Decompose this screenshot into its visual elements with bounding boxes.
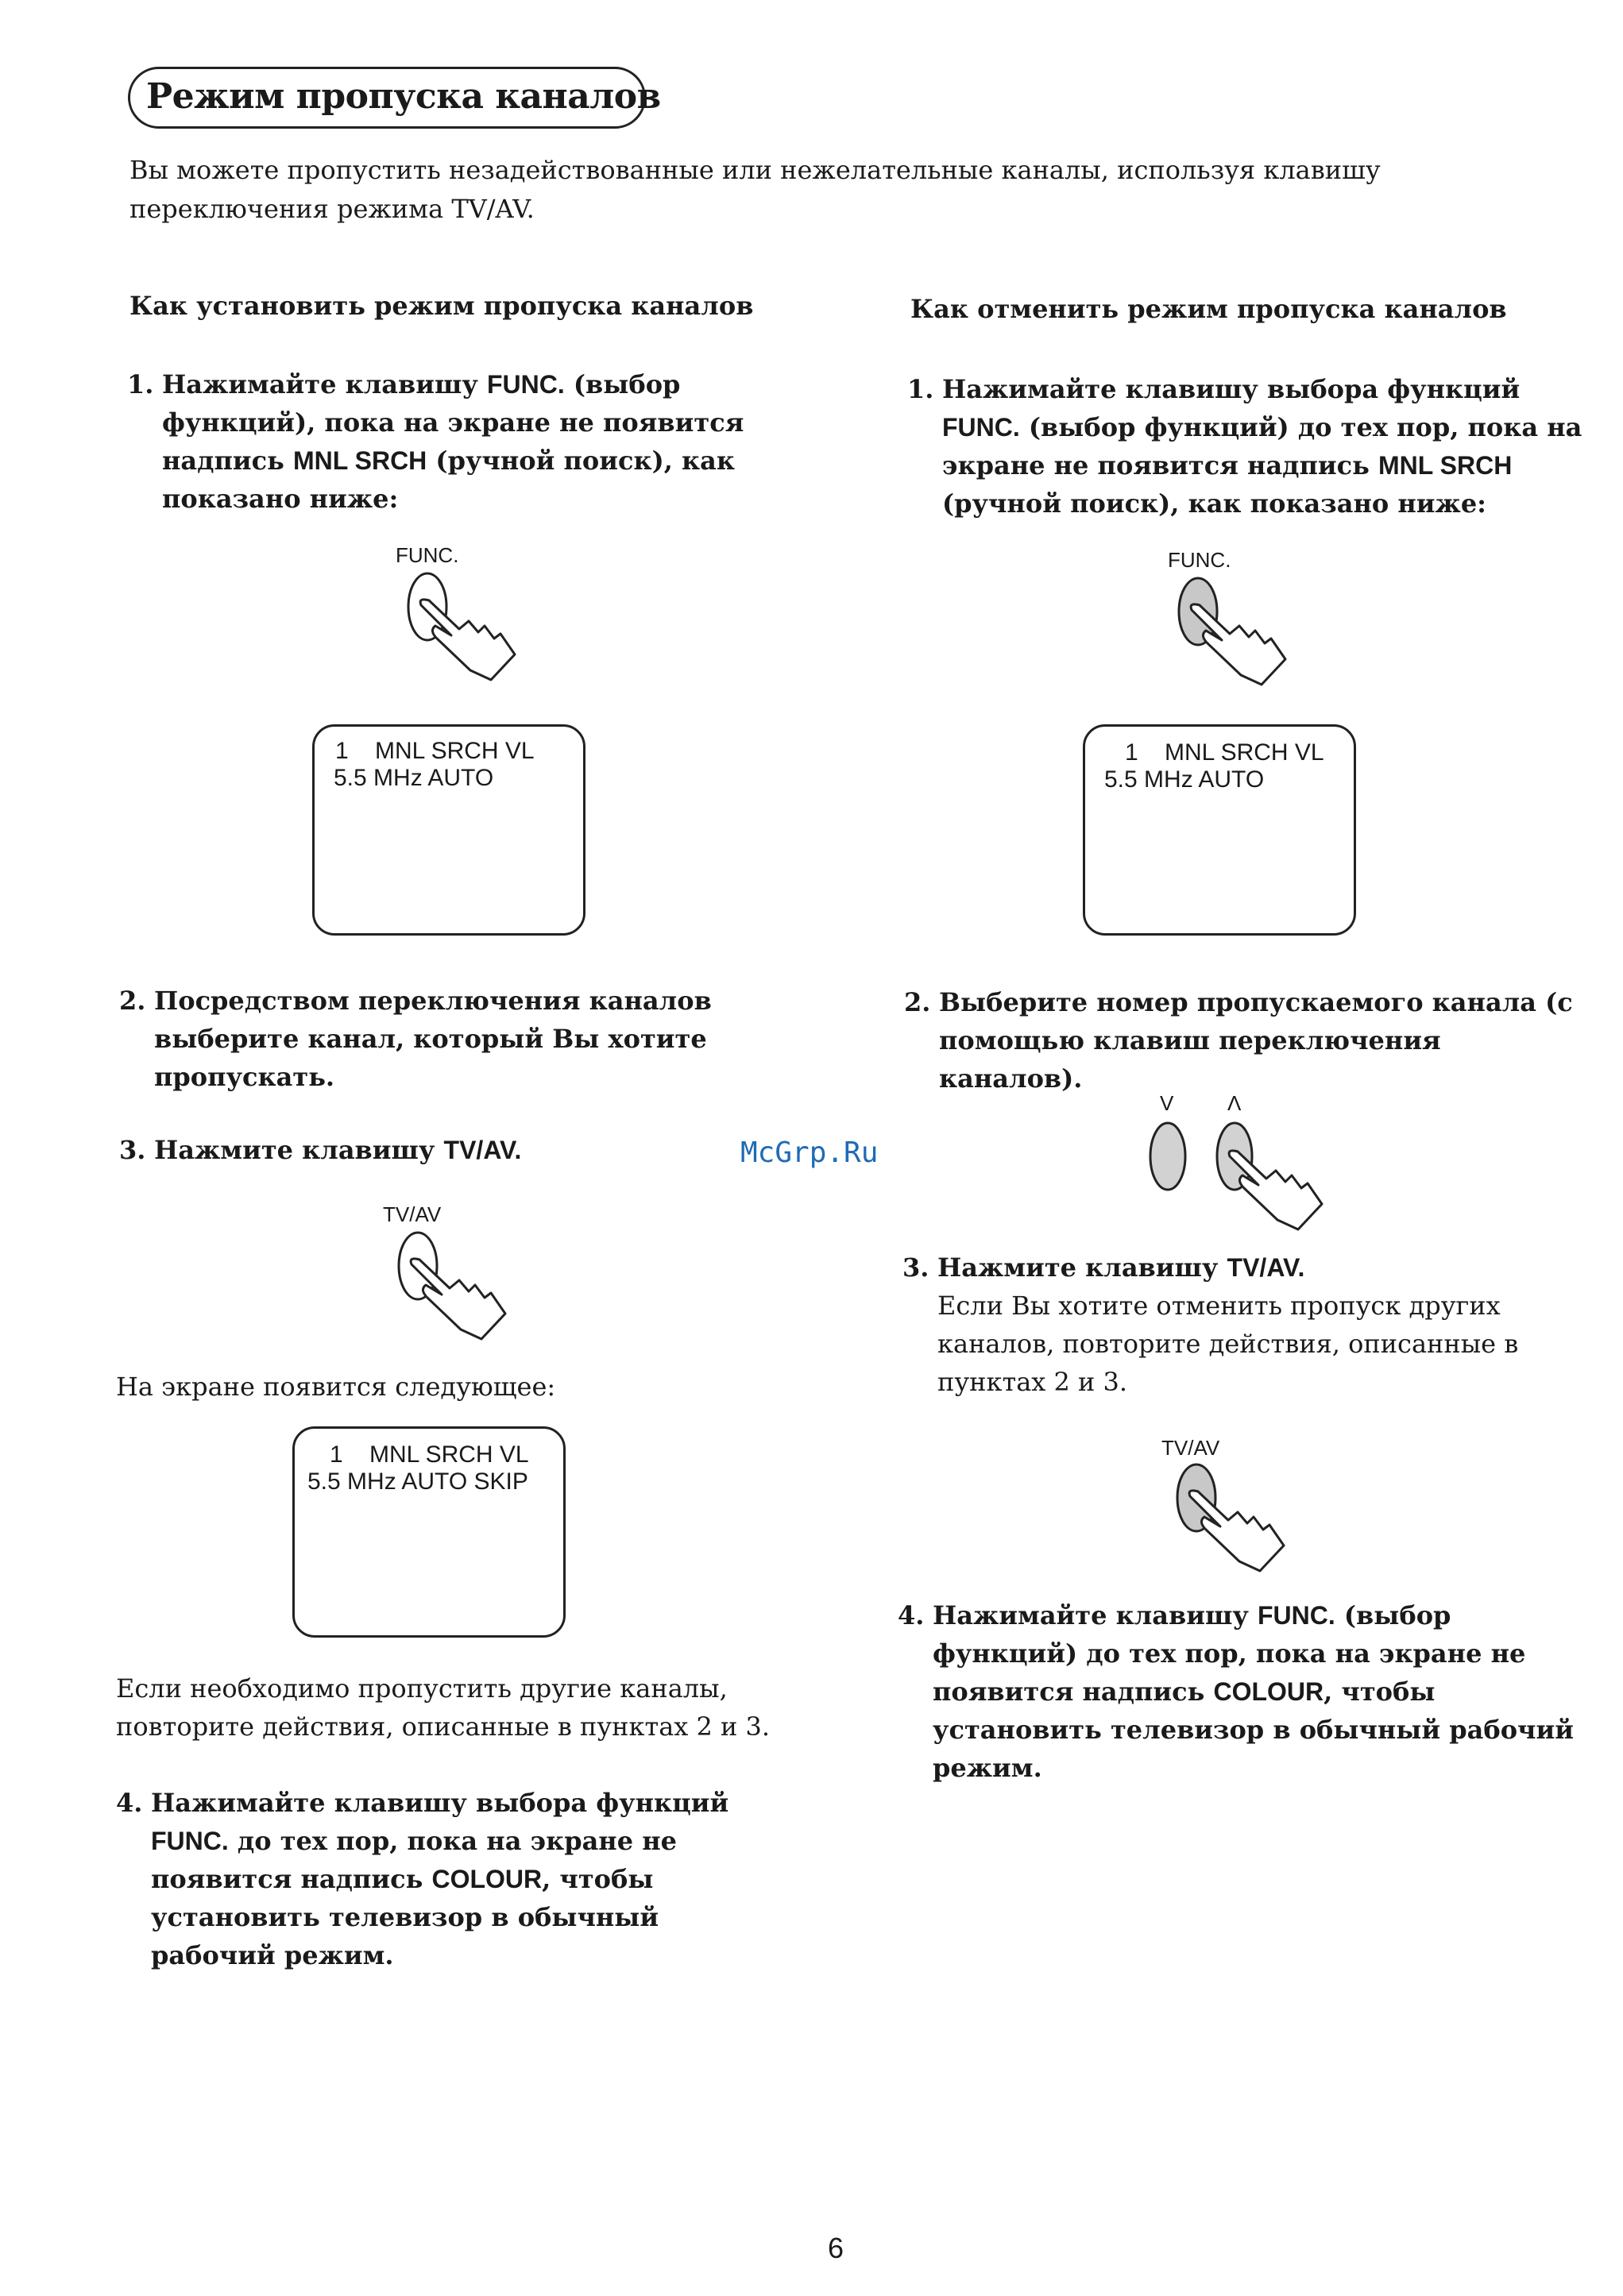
watermark[interactable]: McGrp.Ru xyxy=(740,1136,879,1169)
tvav-label: TV/AV xyxy=(383,1202,442,1226)
right-step-1: 1. Нажимайте клавишу выбора функций FUNC. (выбор функций) до тех пор, пока на экране не появится надпись MNL SRCH (ручной поиск), как показано ниже: xyxy=(907,374,1582,519)
left-step-2: 2. Посредством переключения каналов выберите канал, который Вы хотите пропускать. xyxy=(119,986,712,1092)
channel-up-label: Λ xyxy=(1227,1091,1242,1115)
page-title: Режим пропуска каналов xyxy=(146,76,661,117)
left-step-4: 4. Нажимайте клавишу выбора функций FUNC. до тех пор, пока на экране не появится надпись COLOUR, чтобы установить телевизор в обычный рабочий режим. xyxy=(116,1788,729,1970)
key-mnl-srch: MNL SRCH xyxy=(292,446,427,475)
left-heading: Как установить режим пропуска каналов xyxy=(129,291,754,321)
channel-buttons-press-icon xyxy=(1141,1110,1347,1245)
intro-text: Вы можете пропустить незадействованные или нежелательные каналы, используя клавишу переключения режима TV/AV. xyxy=(129,155,1381,224)
tv-screen-3: 1 MNL SRCH VL 5.5 MHz AUTO xyxy=(1083,724,1356,936)
tv-screen-1: 1 MNL SRCH VL 5.5 MHz AUTO xyxy=(312,724,585,936)
func-label: FUNC. xyxy=(1168,548,1231,572)
func-button-press-icon xyxy=(397,569,524,688)
channel-down-label: V xyxy=(1160,1091,1174,1115)
screen-note: На экране появится следующее: xyxy=(116,1372,556,1402)
key-tvav: TV/AV. xyxy=(1227,1253,1305,1282)
key-func: FUNC. xyxy=(942,413,1020,442)
right-step-4: 4. Нажимайте клавишу FUNC. (выбор функций) до тех пор, пока на экране не появится надпись COLOUR, чтобы установить телевизор в обычный рабочий режим. xyxy=(898,1600,1574,1783)
func-label: FUNC. xyxy=(396,543,459,567)
key-func: FUNC. xyxy=(487,370,565,399)
key-colour: COLOUR xyxy=(431,1865,543,1893)
tvav-button-press-icon xyxy=(1166,1460,1293,1579)
right-step-3-note: Если Вы хотите отменить пропуск других каналов, повторите действия, описанные в пунктах 2 и 3. xyxy=(937,1291,1519,1397)
right-step-3: 3. Нажмите клавишу TV/AV. xyxy=(902,1252,1305,1283)
left-step-3: 3. Нажмите клавишу TV/AV. xyxy=(119,1135,522,1165)
key-tvav: TV/AV. xyxy=(443,1136,522,1164)
func-button-press-icon xyxy=(1168,573,1295,693)
repeat-note: Если необходимо пропустить другие каналы, повторите действия, описанные в пунктах 2 и 3. xyxy=(116,1673,771,1742)
right-step-2: 2. Выберите номер пропускаемого канала (с помощью клавиш переключения каналов). xyxy=(904,987,1573,1094)
tvav-label: TV/AV xyxy=(1161,1436,1220,1460)
right-heading: Как отменить режим пропуска каналов xyxy=(910,294,1507,324)
key-func: FUNC. xyxy=(151,1827,229,1855)
key-mnl-srch: MNL SRCH xyxy=(1378,451,1513,480)
key-func: FUNC. xyxy=(1258,1601,1335,1630)
key-colour: COLOUR xyxy=(1213,1677,1324,1706)
tvav-button-press-icon xyxy=(388,1228,515,1347)
page-number: 6 xyxy=(828,2232,844,2264)
left-step-1: 1. Нажимайте клавишу FUNC. (выбор функций), пока на экране не появится надпись MNL SRCH (ручной поиск), как показано ниже: xyxy=(127,365,763,518)
tv-screen-2: 1 MNL SRCH VL 5.5 MHz AUTO SKIP xyxy=(292,1426,566,1638)
step-number: 1. xyxy=(127,369,154,399)
